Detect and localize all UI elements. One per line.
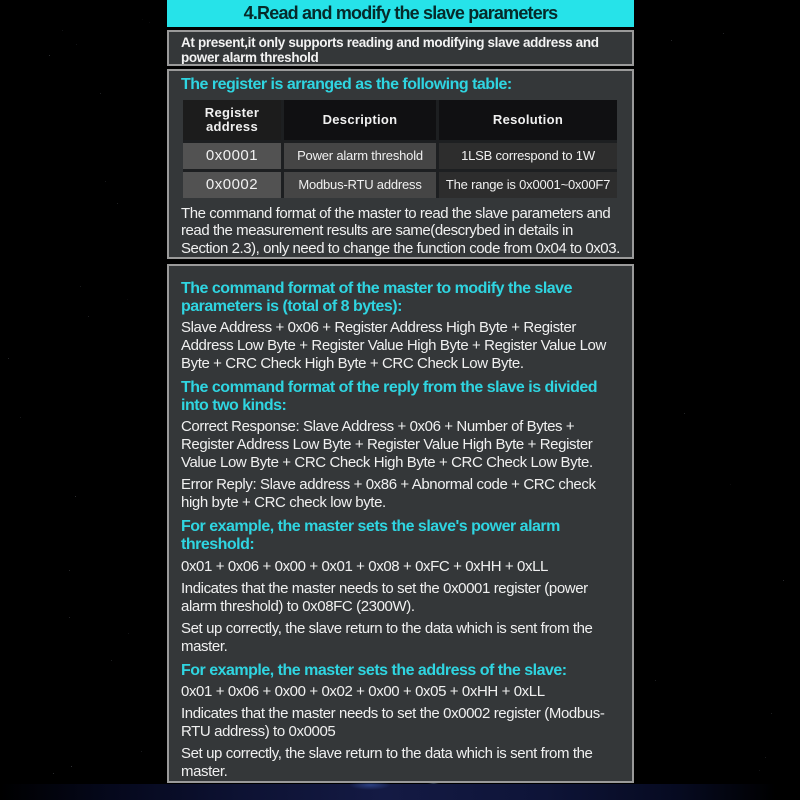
- table-cell: 1LSB correspond to 1W: [439, 143, 617, 169]
- section-paragraph: 0x01 + 0x06 + 0x00 + 0x02 + 0x00 + 0x05 + 0xHH + 0xLL: [181, 683, 545, 701]
- section-heading: The command format of the reply from the slave is divided into two kinds:: [181, 379, 598, 414]
- star-dot: [88, 316, 89, 317]
- section-paragraph: Slave Address + 0x06 + Register Address High Byte + Register Address Low Byte + Register Value High Byte + Register Value Low Byte + CRC Check High Byte + CRC Check Low Byte.: [181, 319, 606, 373]
- section-heading: The command format of the master to modify the slave parameters is (total of 8 bytes):: [181, 280, 572, 315]
- star-dot: [76, 44, 77, 45]
- star-dot: [20, 417, 21, 418]
- star-dot: [49, 55, 50, 56]
- section-heading: For example, the master sets the slave's power alarm threshold:: [181, 518, 560, 553]
- section-paragraph: Indicates that the master needs to set the 0x0001 register (power alarm threshold) to 0x08FC (2300W).: [181, 579, 588, 615]
- star-dot: [80, 286, 81, 287]
- table-cell: 0x0001: [183, 143, 281, 169]
- page-title: 4.Read and modify the slave parameters: [243, 3, 558, 23]
- section-paragraph: Set up correctly, the slave return to the data which is sent from the master.: [181, 619, 593, 655]
- table-cell: Power alarm threshold: [284, 143, 436, 169]
- star-dot: [117, 203, 118, 204]
- star-dot: [71, 766, 72, 767]
- table-header-cell: Description: [284, 100, 436, 140]
- section-paragraph: Set up correctly, the slave return to the data which is sent from the master.: [181, 745, 593, 781]
- section-paragraph: Error Reply: Slave address + 0x86 + Abnormal code + CRC check high byte + CRC check low byte.: [181, 476, 596, 512]
- title-banner: [167, 0, 634, 27]
- star-dot: [69, 617, 70, 618]
- star-dot: [141, 751, 142, 752]
- command-section: [167, 264, 634, 783]
- register-section-heading: The register is arranged as the following table:: [181, 76, 512, 93]
- nebula-band: [0, 784, 800, 800]
- star-dot: [62, 30, 63, 31]
- star-dot: [105, 181, 106, 182]
- section-paragraph: Correct Response: Slave Address + 0x06 + Number of Bytes + Register Address Low Byte + Register Value High Byte + Register Value Low Byte + CRC Check High Byte + CRC Check Low Byte.: [181, 418, 593, 472]
- star-dot: [111, 660, 112, 661]
- star-dot: [765, 757, 766, 758]
- section-paragraph: 0x01 + 0x06 + 0x00 + 0x01 + 0x08 + 0xFC + 0xHH + 0xLL: [181, 557, 548, 575]
- table-header-cell: Resolution: [439, 100, 617, 140]
- intro-panel: [167, 30, 634, 66]
- star-dot: [723, 33, 724, 34]
- star-dot: [671, 40, 672, 41]
- star-dot: [730, 484, 731, 485]
- star-dot: [53, 773, 54, 774]
- register-section-note: The command format of the master to read the slave parameters and read the measurement results are same(descrybed in details in Section 2.3), only need to change the function code from 0x04 to 0x03.: [181, 204, 620, 257]
- star-dot: [69, 570, 70, 571]
- star-dot: [783, 580, 784, 581]
- star-dot: [128, 633, 129, 634]
- table-cell: 0x0002: [183, 172, 281, 198]
- register-panel: [167, 69, 634, 259]
- star-dot: [149, 22, 150, 23]
- table-header-cell: Register address: [183, 100, 281, 140]
- star-dot: [771, 713, 772, 714]
- star-dot: [759, 770, 760, 771]
- table-cell: The range is 0x0001~0x00F7: [439, 172, 617, 198]
- star-dot: [75, 496, 76, 497]
- star-dot: [655, 680, 656, 681]
- table-cell: Modbus-RTU address: [284, 172, 436, 198]
- star-dot: [142, 19, 143, 20]
- star-dot: [8, 358, 9, 359]
- intro-text: At present,it only supports reading and modifying slave address and power alarm threshold: [181, 35, 599, 65]
- star-dot: [684, 413, 685, 414]
- star-dot: [127, 299, 128, 300]
- section-heading: For example, the master sets the address of the slave:: [181, 661, 567, 679]
- star-dot: [100, 93, 101, 94]
- section-paragraph: Indicates that the master needs to set the 0x0002 register (Modbus-RTU address) to 0x0005: [181, 705, 605, 741]
- register-table: [183, 100, 617, 198]
